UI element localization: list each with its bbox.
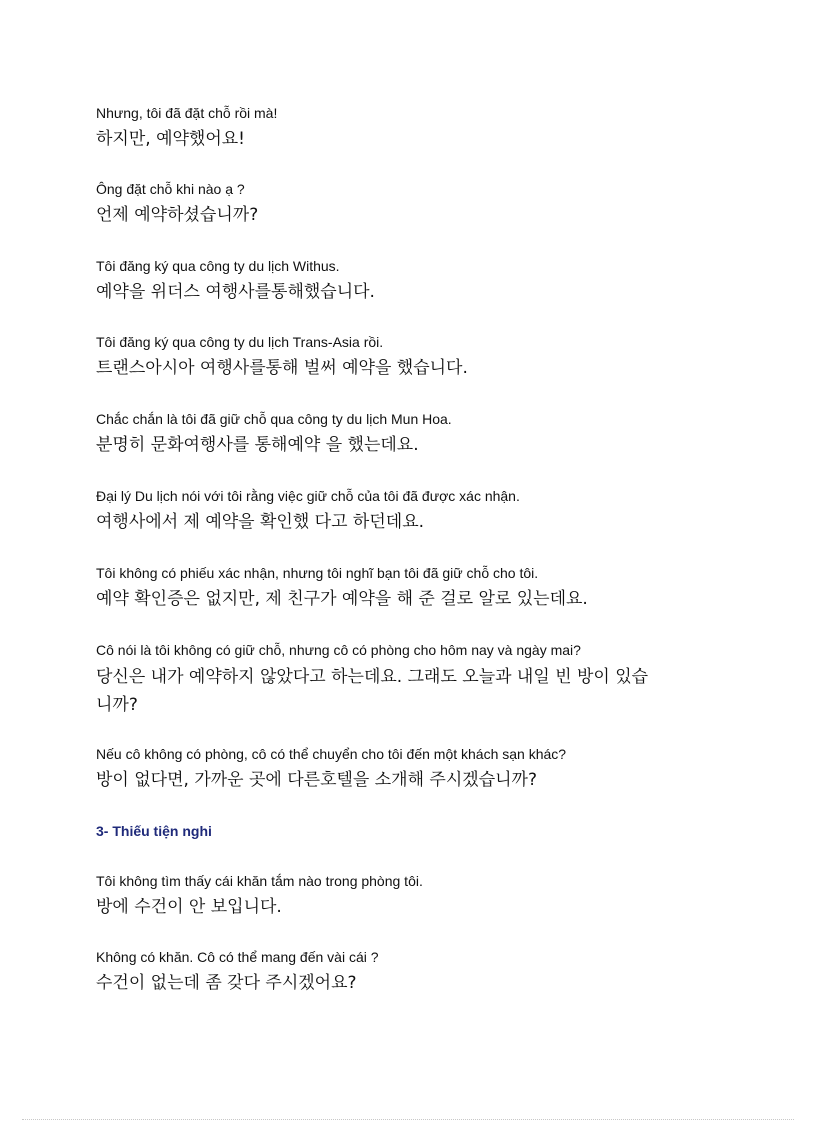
vietnamese-phrase: Chắc chắn là tôi đã giữ chỗ qua công ty du lịch Mun Hoa. (96, 411, 452, 427)
vietnamese-phrase: Tôi đăng ký qua công ty du lịch Withus. (96, 258, 340, 274)
korean-phrase: 방이 없다면, 가까운 곳에 다른호텔을 소개해 주시겠습니까? (96, 770, 537, 790)
phrase-entry (96, 487, 776, 536)
phrase-entry (96, 333, 776, 382)
korean-phrase: 분명히 문화여행사를 통해예약 을 했는데요. (96, 435, 419, 455)
section-heading: 3- Thiếu tiện nghi (96, 823, 212, 839)
korean-phrase: 예약을 위더스 여행사를통해했습니다. (96, 282, 375, 302)
phrase-entry (96, 564, 776, 613)
vietnamese-phrase: Tôi không tìm thấy cái khăn tắm nào trong phòng tôi. (96, 873, 423, 889)
phrase-entry (96, 641, 776, 719)
vietnamese-phrase: Nếu cô không có phòng, cô có thể chuyển cho tôi đến một khách sạn khác? (96, 746, 567, 762)
korean-phrase: 여행사에서 제 예약을 확인했 다고 하던데요. (96, 512, 425, 532)
vietnamese-phrase: Tôi đăng ký qua công ty du lịch Trans-Asia rồi. (96, 334, 384, 350)
phrase-entry (96, 410, 776, 459)
vietnamese-phrase: Tôi không có phiếu xác nhận, nhưng tôi nghĩ bạn tôi đã giữ chỗ cho tôi. (96, 565, 539, 581)
korean-phrase: 언제 예약하셨습니까? (96, 205, 259, 225)
korean-phrase: 트랜스아시아 여행사를통해 벌써 예약을 했습니다. (96, 358, 468, 378)
korean-phrase: 예약 확인증은 없지만, 제 친구가 예약을 해 준 걸로 알로 있는데요. (96, 589, 588, 609)
phrase-entry (96, 745, 776, 794)
korean-phrase: 하지만, 예약했어요! (96, 129, 245, 149)
phrase-entry (96, 257, 776, 306)
vietnamese-phrase: Cô nói là tôi không có giữ chỗ, nhưng cô có phòng cho hôm nay và ngày mai? (96, 642, 581, 658)
page-bottom-divider (22, 1119, 794, 1120)
korean-phrase: 방에 수건이 안 보입니다. (96, 897, 282, 917)
vietnamese-phrase: Không có khăn. Cô có thể mang đến vài cái ? (96, 949, 379, 965)
phrase-entry (96, 104, 776, 153)
phrase-entry (96, 948, 776, 997)
korean-phrase: 당신은 내가 예약하지 않았다고 하는데요. 그래도 오늘과 내일 빈 방이 있습니까? (96, 667, 649, 715)
vietnamese-phrase: Nhưng, tôi đã đặt chỗ rồi mà! (96, 105, 278, 121)
korean-phrase: 수건이 없는데 좀 갖다 주시겠어요? (96, 973, 357, 993)
vietnamese-phrase: Đại lý Du lịch nói với tôi rằng việc giữ chỗ của tôi đã được xác nhận. (96, 488, 520, 504)
vietnamese-phrase: Ông đặt chỗ khi nào ạ ? (96, 181, 245, 197)
phrase-entry (96, 872, 776, 921)
phrase-entry (96, 180, 776, 229)
